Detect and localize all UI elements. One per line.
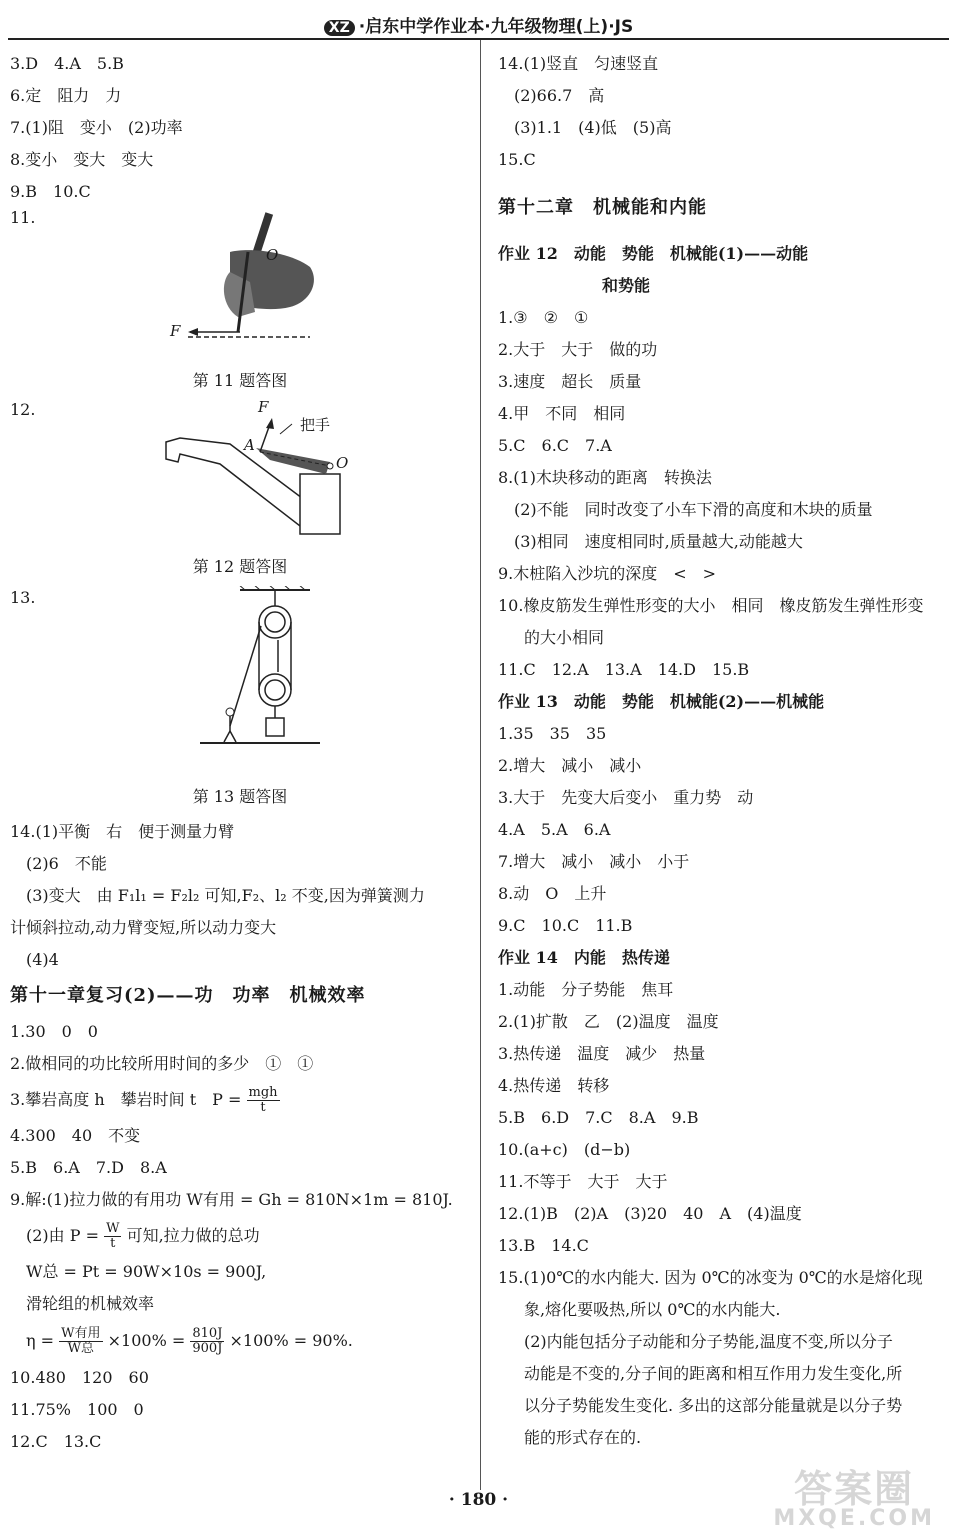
q9-l5-mid: ×100% = [107,1331,186,1350]
answer-line: 15.C [498,150,536,169]
q9-efficiency-fraction-1 [59,1327,102,1356]
answer-line: (3)变大 由 F₁l₁ = F₂l₂ 可知,F₂、l₂ 不变,因为弹簧测力 [26,886,425,905]
q9-line-1: 9.解:(1)拉力做的有用功 W有用 = Gh = 810N×1m = 810J. [10,1190,453,1209]
left-column [10,48,470,1458]
figure-12-caption: 第 12 题答图 [192,557,288,576]
answer-line: (2)6 不能 [26,854,107,873]
header-rule [8,38,949,40]
q9-fraction [104,1222,121,1251]
homework-12-title-cont: 和势能 [602,276,651,295]
homework-13-title: 作业 13 动能 势能 机械能(2)——机械能 [498,692,825,711]
answer-line: 12.(1)B (2)A (3)20 40 A (4)温度 [498,1204,802,1223]
header-title: ·启东中学作业本·九年级物理(上)·JS [358,17,634,37]
homework-12-title: 作业 12 动能 势能 机械能(1)——动能 [498,244,809,263]
right-column [498,48,950,1454]
chapter-12-title: 第十二章 机械能和内能 [498,197,707,218]
answer-line: 3.热传递 温度 减少 热量 [498,1044,706,1063]
answer-line: 象,熔化要吸热,所以 0℃的水内能大. [524,1300,781,1319]
pulley-system-figure [200,586,350,764]
hand-pencil-figure [160,212,360,352]
q3-fraction-den: t [260,1100,266,1115]
answer-line [10,1080,470,1120]
answer-line: 9.木桩陷入沙坑的深度 < > [498,564,717,583]
answer-line: 15.(1)0℃的水内能大. 因为 0℃的冰变为 0℃的水是熔化现 [498,1268,923,1287]
answer-line: 8.动 O 上升 [498,884,607,903]
label-A: A [244,436,255,454]
figure-11 [10,208,470,400]
page-number: · 180 · [448,1490,509,1510]
q3-fraction-num: mgh [248,1085,278,1100]
q9-fraction-num: W [106,1221,120,1236]
answer-line: 13.B 14.C [498,1236,589,1255]
watermark-line-2: MXQE.COM [773,1506,935,1531]
answer-line: 8.(1)木块移动的距离 转换法 [498,468,712,487]
answer-line: 能的形式存在的. [524,1428,642,1447]
answer-line: 5.C 6.C 7.A [498,436,612,455]
answer-line: 6.定 阻力 力 [10,86,122,105]
q9-l2-pre: (2)由 P = [26,1226,100,1245]
watermark-line-1: 答案圈 [794,1467,915,1511]
answer-line: 11.75% 100 0 [10,1400,144,1419]
label-handle: 把手 [300,416,331,434]
q9-efficiency-fraction-2 [190,1327,224,1356]
label-F: F [258,398,269,416]
figure-13 [10,588,470,816]
frac1-den: W总 [67,1341,95,1356]
answer-line: 2.(1)扩散 乙 (2)温度 温度 [498,1012,719,1031]
q3-fraction [247,1086,280,1115]
answer-line: 8.变小 变大 变大 [10,150,154,169]
answer-line: 14.(1)竖直 匀速竖直 [498,54,659,73]
page-header [0,0,957,40]
header-title-row [0,12,957,37]
answer-line: 2.做相同的功比较所用时间的多少 ① ① [10,1054,314,1073]
answer-line: 10.(a+c) (d−b) [498,1140,631,1159]
publisher-logo: XZ [324,20,355,36]
q9-line-3: W总 = Pt = 90W×10s = 900J, [26,1262,267,1281]
answer-line: 3.大于 先变大后变小 重力势 动 [498,788,754,807]
answer-line: 1.30 0 0 [10,1022,98,1041]
answer-line: 14.(1)平衡 右 便于测量力臂 [10,822,235,841]
column-divider [480,40,481,1490]
frac1-num: W有用 [61,1326,101,1341]
q9-l5-pre: η = [26,1331,55,1350]
answer-line: 2.增大 减小 减小 [498,756,642,775]
answer-line: 3.速度 超长 质量 [498,372,642,391]
q3-text: 3.攀岩高度 h 攀岩时间 t P = [10,1090,242,1109]
figure-12-number: 12. [10,400,36,419]
answer-line: 9.C 10.C 11.B [498,916,633,935]
figure-13-caption: 第 13 题答图 [192,787,288,806]
label-O: O [336,454,349,472]
q9-line-4: 滑轮组的机械效率 [26,1294,155,1313]
figure-13-number: 13. [10,588,36,607]
q9-line-5 [10,1320,470,1362]
answer-line: 2.大于 大于 做的功 [498,340,658,359]
q9-l2-post: 可知,拉力做的总功 [126,1226,260,1245]
label-F: F [170,322,181,340]
chapter-11-review-title: 第十一章复习(2)——功 功率 机械效率 [10,985,366,1006]
answer-line: 动能是不变的,分子间的距离和相互作用力发生变化,所 [524,1364,903,1383]
answer-line: (2)66.7 高 [514,86,605,105]
answer-line: 7.(1)阻 变小 (2)功率 [10,118,183,137]
answer-line: (3)相同 速度相同时,质量越大,动能越大 [514,532,803,551]
q9-line-2 [10,1216,470,1256]
answer-line: 4.热传递 转移 [498,1076,610,1095]
answer-line: (3)1.1 (4)低 (5)高 [514,118,672,137]
figure-11-number: 11. [10,208,36,227]
answer-line: (2)不能 同时改变了小车下滑的高度和木块的质量 [514,500,873,519]
answer-line: 计倾斜拉动,动力臂变短,所以动力变大 [10,918,277,937]
answer-line: 11.C 12.A 13.A 14.D 15.B [498,660,750,679]
answer-line: 5.B 6.A 7.D 8.A [10,1158,167,1177]
answer-line: 1.35 35 35 [498,724,607,743]
answer-line: 7.增大 减小 减小 小于 [498,852,690,871]
answer-line: 4.甲 不同 相同 [498,404,626,423]
watermark-logo [773,1467,935,1531]
answer-line: 4.300 40 不变 [10,1126,141,1145]
answer-line: 以分子势能发生变化. 多出的这部分能量就是以分子势 [524,1396,903,1415]
figure-12 [10,400,470,588]
answer-line: 的大小相同 [524,628,605,647]
label-O: O [266,246,279,264]
figure-11-caption: 第 11 题答图 [192,371,288,390]
answer-line: 12.C 13.C [10,1432,102,1451]
answer-line: 5.B 6.D 7.C 8.A 9.B [498,1108,699,1127]
frac2-num: 810J [192,1326,223,1341]
answer-line: 9.B 10.C [10,182,91,201]
answer-line: 1.③ ② ① [498,308,589,327]
answer-line: 1.动能 分子势能 焦耳 [498,980,674,999]
q9-fraction-den: t [110,1236,116,1251]
answer-line: 4.A 5.A 6.A [498,820,611,839]
answer-line: 10.480 120 60 [10,1368,149,1387]
homework-14-title: 作业 14 内能 热传递 [498,948,670,967]
answer-line: (4)4 [26,950,59,969]
answer-line: 10.橡皮筋发生弹性形变的大小 相同 橡皮筋发生弹性形变 [498,596,924,615]
frac2-den: 900J [192,1341,223,1356]
answer-line: 11.不等于 大于 大于 [498,1172,668,1191]
answer-line: (2)内能包括分子动能和分子势能,温度不变,所以分子 [524,1332,893,1351]
answer-line: 3.D 4.A 5.B [10,54,124,73]
q9-l5-post: ×100% = 90%. [229,1331,353,1350]
